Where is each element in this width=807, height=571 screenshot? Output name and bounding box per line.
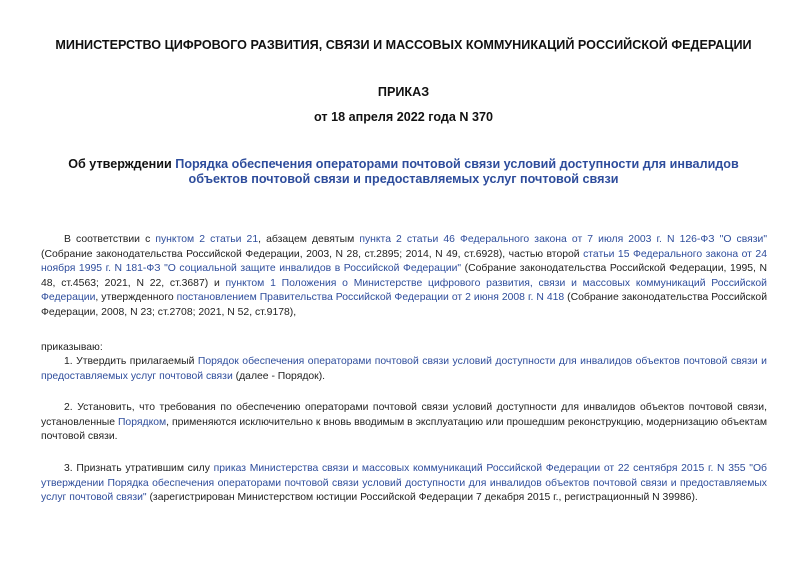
link-article-21[interactable]: пунктом 2 статьи 21 [155, 234, 259, 245]
link-procedure[interactable]: Порядок обеспечения операторами почтовой связи условий доступности для инвалидов объектов почтовой связи и предоставляемых услуг почтовой связи [41, 356, 767, 382]
link-disabled-protection-law[interactable]: статьи 15 Федерального закона от 24 ноября 1995 г. N 181-ФЗ "О социальной защите инвалидов в Российской Федерации" [41, 248, 767, 275]
preamble-text-5: , утвержденного [95, 292, 177, 304]
ministry-heading: МИНИСТЕРСТВО ЦИФРОВОГО РАЗВИТИЯ, СВЯЗИ И МАССОВЫХ КОММУНИКАЦИЙ РОССИЙСКОЙ ФЕДЕРАЦИИ [55, 38, 752, 52]
item-2-paragraph [41, 401, 767, 445]
preamble-text-1: В соответствии с [64, 234, 156, 245]
item-2-text-1: 2. Установить, что требования по обеспечению операторами почтовой связи условий доступности для инвалидов объектов почтовой связи, установленные [41, 402, 767, 428]
link-previous-order[interactable]: приказ Министерства связи и массовых коммуникаций Российской Федерации от 22 сентября 2015 г. N 355 "Об утверждении Порядка обеспечения операторами почтовой связи условий доступности для инвалидов объектов почтовой связи и предоставляемых услуг почтовой связи" [41, 463, 767, 504]
orders-word-text: приказываю: [41, 342, 103, 353]
preamble-text-3: (Собрание законодательства Российской Федерации, 2003, N 28, ст.2895; 2014, N 49, ст.6928), частью второй [41, 248, 584, 260]
link-government-decree[interactable]: постановлением Правительства Российской Федерации от 2 июня 2008 г. N 418 [176, 292, 565, 304]
item-1-text-2: (далее - Порядок). [232, 370, 326, 382]
item-1-text-1: 1. Утвердить прилагаемый [64, 356, 198, 367]
preamble-paragraph [41, 233, 767, 321]
link-communications-law[interactable]: пункта 2 статьи 46 Федерального закона от 7 июля 2003 г. N 126-ФЗ "О связи" [359, 234, 768, 245]
item-3-paragraph [41, 462, 767, 506]
item-3-text-1: 3. Признать утратившим силу [64, 463, 214, 474]
document-type: ПРИКАЗ [377, 85, 430, 99]
item-3-text-2: (зарегистрирован Министерством юстиции Российской Федерации 7 декабря 2015 г., регистрационный N 39986). [146, 492, 698, 504]
title-procedure-link[interactable]: Порядка обеспечения операторами почтовой связи условий доступности для инвалидов объектов почтовой связи и предоставляемых услуг почтовой связи [175, 157, 739, 186]
orders-word [41, 341, 767, 356]
preamble-text-2: , абзацем девятым [258, 234, 360, 245]
title-prefix: Об утверждении [68, 157, 176, 171]
link-procedure-short[interactable]: Порядком [117, 416, 167, 428]
preamble-text-4: (Собрание законодательства Российской Федерации, 1995, N 48, ст.4563; 2021, N 22, ст.3687) и [41, 263, 767, 289]
order-title [40, 157, 767, 187]
preamble-text-6: (Собрание законодательства Российской Федерации, 2008, N 23; ст.2708; 2021, N 52, ст.9178), [41, 292, 767, 318]
item-1-paragraph [41, 355, 767, 384]
link-ministry-regulation[interactable]: пунктом 1 Положения о Министерстве цифрового развития, связи и массовых коммуникаций Российской Федерации [41, 277, 767, 304]
item-2-text-2: , применяются исключительно к вновь вводимым в эксплуатацию или прошедшим реконструкцию, модернизацию объектам почтовой связи. [41, 416, 767, 443]
order-date-number: от 18 апреля 2022 года N 370 [314, 110, 493, 124]
